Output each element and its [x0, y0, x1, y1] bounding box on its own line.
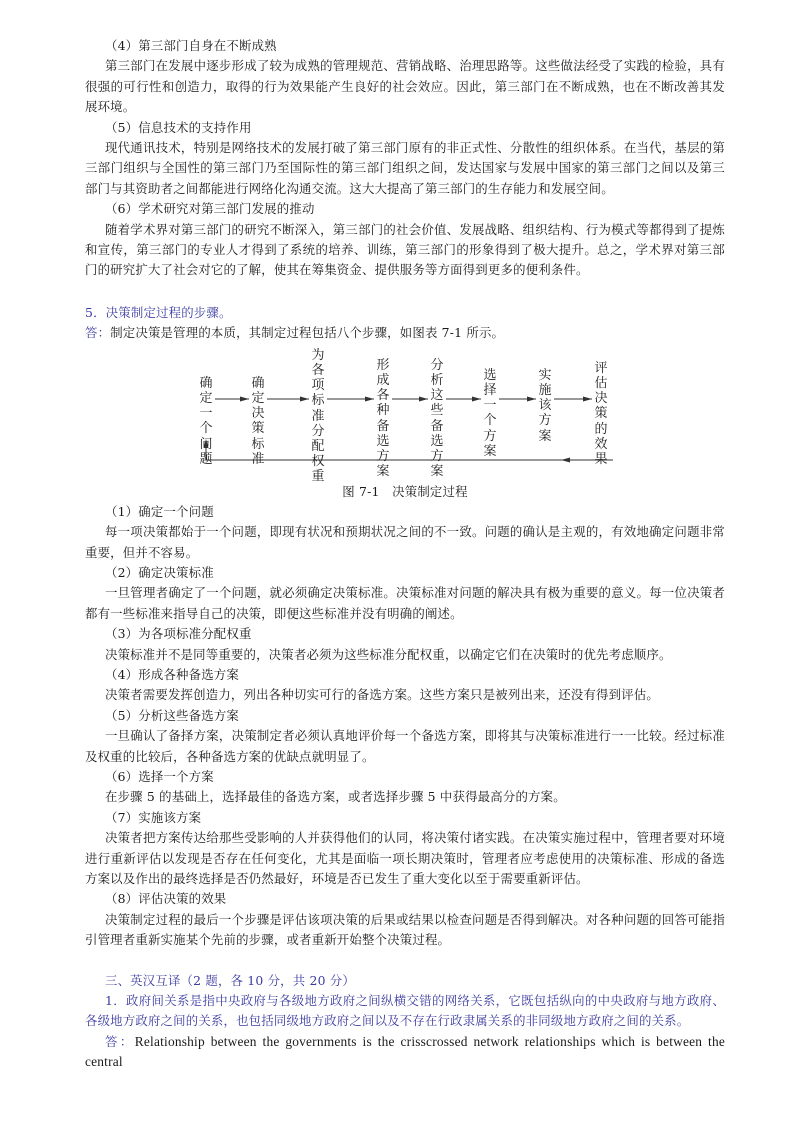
step-heading: （4）形成各种备选方案 [105, 666, 239, 682]
arrow-head-icon [240, 396, 249, 401]
step-heading: （5）分析这些备选方案 [105, 707, 239, 723]
answer-intro: 制定决策是管理的本质，其制定过程包括八个步骤，如图表 7-1 所示。 [110, 325, 505, 341]
step-body: 决策者需要发挥创造力，列出各种切实可行的备选方案。这些方案只是被列出来，还没有得到评估。 [105, 687, 659, 703]
step-body: 一旦管理者确定了一个问题，就必须确定决策标准。决策标准对问题的解决具有极为重要的意义。每一位决策者都有一些标准来指导自己的决策，即便这些标准并没有明确的阐述。 [85, 585, 725, 621]
diagram-step-node: 实施该方案 [538, 367, 552, 444]
diagram-step-node: 选择一个方案 [483, 367, 497, 459]
arrow-head-icon [583, 396, 592, 401]
diagram-step-node: 评估决策的效果 [594, 360, 608, 467]
section6-body: 随着学术界对第三部门的研究不断深入，第三部门的社会价值、发展战略、组织结构、行为模式等都得到了提炼和宣传，第三部门的专业人才得到了系统的培养、训练，第三部门的形象得到了极大提升。总之，学术界对第三部门的研究扩大了社会对它的了解，使其在筹集资金、提供服务等方面得到更多的便利条件。 [85, 221, 725, 278]
document-page [85, 36, 725, 1073]
arrow-head-icon [365, 396, 374, 401]
step-heading: （7）实施该方案 [105, 809, 202, 825]
question5-title: 5．决策制定过程的步骤。 [85, 304, 232, 320]
section4-heading: （4）第三部门自身在不断成熟 [105, 38, 277, 53]
arrow-head-icon [472, 396, 481, 401]
arrow-head-icon [300, 396, 309, 401]
section4-body: 第三部门在发展中逐步形成了较为成熟的管理规范、营销战略、治理思路等。这些做法经受了实践的检验，具有很强的可行性和创造力，取得的行为效果能产生良好的社会效应。因此，第三部门在不断成熟，也在不断改善其发展环境。 [85, 58, 725, 115]
diagram-step-node: 形成各种备选方案 [376, 357, 390, 480]
arrow-head-icon [419, 396, 428, 401]
decision-process-diagram [85, 347, 725, 485]
arrow-head-icon [527, 396, 536, 401]
part3-title: 三、英汉互译（2 题，各 10 分，共 20 分） [105, 972, 355, 988]
section5-body: 现代通讯技术，特别是网络技术的发展打破了第三部门原有的非正式性、分散性的组织体系。在当代，基层的第三部门组织与全国性的第三部门乃至国际性的第三部门组织之间，发达国家与发展中国家的第三部门之间以及第三部门与其资助者之间都能进行网络化沟通交流。这大大提高了第三部门的生存能力和发展空间。 [85, 140, 725, 196]
arrow-head-icon [561, 457, 570, 462]
diagram-step-node: 为各项标准分配权重 [311, 347, 325, 485]
step-body: 决策制定过程的最后一个步骤是评估该项决策的后果或结果以检查问题是否得到解决。对各种问题的回答可能指引管理者重新实施某个先前的步骤，或者重新开始整个决策过程。 [85, 911, 725, 948]
step-body: 决策标准并不是同等重要的，决策者必须为这些标准分配权重，以确定它们在决策时的优先考虑顺序。 [105, 646, 672, 662]
step-heading: （6）选择一个方案 [105, 768, 214, 784]
steps-detail-list [85, 502, 725, 951]
spacer [85, 281, 725, 303]
part3-answer [85, 1032, 725, 1073]
section6-heading: （6）学术研究对第三部门发展的推动 [105, 201, 315, 217]
step-heading: （1）确定一个问题 [105, 503, 214, 519]
step-heading: （2）确定决策标准 [105, 564, 214, 580]
step-body: 在步骤 5 的基础上，选择最佳的备选方案，或者选择步骤 5 中获得最高分的方案。 [105, 789, 566, 805]
figure-caption: 图 7-1 决策制定过程 [342, 483, 468, 499]
spacer [85, 951, 725, 971]
diagram-step-node: 分析这些备选方案 [430, 357, 444, 480]
step-heading: （3）为各项标准分配权重 [105, 626, 252, 642]
step-body: 一旦确认了备择方案，决策制定者必须认真地评价每一个备选方案，即将其与决策标准进行一一比较。经过标准及权重的比较后，各种备选方案的优缺点就明显了。 [85, 728, 725, 764]
question5-answer [85, 323, 725, 343]
section5-heading: （5）信息技术的支持作用 [105, 119, 252, 135]
diagram-arrows [85, 348, 725, 480]
step-body: 每一项决策都始于一个问题，即现有状况和预期状况之间的不一致。问题的确认是主观的，有效地确定问题非常重要，但并不容易。 [85, 524, 725, 560]
step-heading: （8）评估决策的效果 [105, 891, 227, 907]
answer-label: 答： [105, 1033, 135, 1049]
answer-label: 答： [85, 325, 111, 341]
diagram-step-node: 确定决策标准 [251, 375, 265, 467]
diagram-step-node: 确定一个问题 [199, 375, 213, 467]
part3-question1: 1．政府间关系是指中央政府与各级地方政府之间纵横交错的网络关系，它既包括纵向的中央政府与地方政府、各级地方政府之间的关系，也包括同级地方政府之间以及不存在行政隶属关系的非同级地方政府之间的关系。 [85, 993, 725, 1029]
step-body: 决策者把方案传达给那些受影响的人并获得他们的认同，将决策付诸实践。在决策实施过程中，管理者要对环境进行重新评估以发现是否存在任何变化，尤其是面临一项长期决策时，管理者应考虑使用的决策标准、形成的备选方案以及作出的最终选择是否仍然最好，环境是否已发生了重大变化以至于需要重新评估。 [85, 830, 725, 886]
answer-text: Relationship between the governments is the crisscrossed network relationships which is between the central [85, 1033, 725, 1070]
